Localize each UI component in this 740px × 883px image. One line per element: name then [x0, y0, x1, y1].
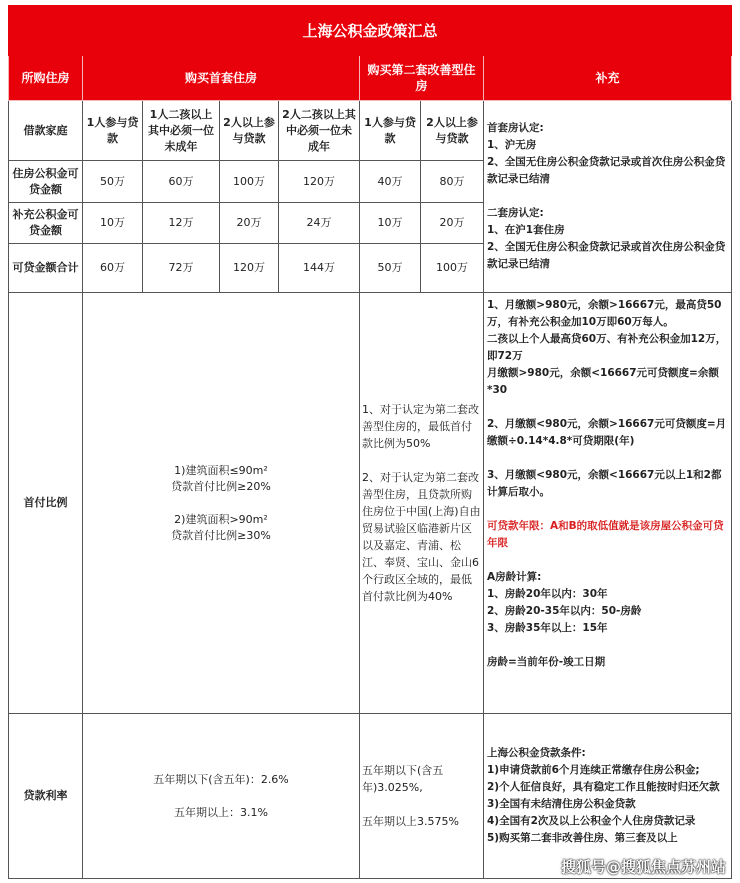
note-line: A房龄计算: — [487, 571, 542, 583]
table-title: 上海公积金政策汇总 — [9, 6, 732, 56]
row-label: 首付比例 — [9, 293, 83, 714]
note-line: 2、月缴额<980元，余额>16667元可贷额度=月缴额÷0.14*4.8*可贷期限(年) — [487, 418, 727, 447]
note-line — [487, 399, 728, 416]
policy-table — [8, 5, 732, 879]
header-second-home: 购买第二套改善型住房 — [360, 56, 484, 101]
note-line: 二套房认定: — [487, 207, 544, 219]
first-home-down-payment — [83, 293, 360, 714]
note-line: 2、全国无住房公积金贷款记录或首次住房公积金贷款记录已结清 — [487, 241, 726, 270]
note-line: 4)全国有2次及以上公积金个人住房贷款记录 — [487, 815, 696, 827]
note-line: 房龄=当前年份-竣工日期 — [487, 656, 606, 668]
note-line: 1、月缴额>980元，余额>16667元，最高贷50万，有补充公积金加10万即60万每人。 — [487, 299, 722, 328]
note-line: 3、房龄35年以上：15年 — [487, 622, 608, 634]
row-label: 可贷金额合计 — [9, 244, 83, 293]
cell: 50万 — [83, 161, 143, 203]
cell: 10万 — [83, 203, 143, 244]
note-line — [487, 637, 728, 654]
cell: 100万 — [421, 244, 484, 293]
table-row-down-payment — [9, 293, 732, 714]
header-purchased-home: 所购住房 — [9, 56, 83, 101]
text-line: 贷款首付比例≥20% — [171, 479, 271, 493]
note-line: 2、全国无住房公积金贷款记录或首次住房公积金贷款记录已结清 — [487, 156, 726, 185]
note-line: 二孩以上个人最高贷60万、有补充公积金加12万，即72万 — [487, 333, 727, 362]
cell: 80万 — [421, 161, 484, 203]
note-line: 3、月缴额<980元，余额<16667元以上1和2都计算后取小。 — [487, 469, 722, 498]
header-first-home: 购买首套住房 — [83, 56, 360, 101]
note-line: 5)购买第二套非改善住房、第三套及以上 — [487, 832, 678, 844]
text-line: 五年期以下(含五年)：2.6% — [153, 772, 289, 786]
cell: 1人二孩以上其中必须一位未成年 — [143, 101, 220, 161]
text-line: 五年期以上：3.1% — [174, 805, 268, 819]
cell: 2人二孩以上其中必须一位未成年 — [279, 101, 360, 161]
cell: 24万 — [279, 203, 360, 244]
text-line: 1、对于认定为第二套改善型住房的，最低首付款比例为50% — [362, 403, 479, 450]
note-line: 2)个人征信良好，具有稳定工作且能按时归还欠款 — [487, 781, 720, 793]
header-supplement: 补充 — [484, 56, 732, 101]
cell: 100万 — [220, 161, 279, 203]
note-line: 1)申请贷款前6个月连续正常缴存住房公积金; — [487, 764, 700, 776]
cell: 120万 — [220, 244, 279, 293]
cell: 144万 — [279, 244, 360, 293]
text-line: 2、对于认定为第二套改善型住房，且贷款所购住房位于中国(上海)自由贸易试验区临港新片区以及嘉定、青浦、松江、奉贤、宝山、金山6个行政区全域的，最低首付款比例为40% — [362, 471, 481, 603]
text-line — [85, 495, 357, 512]
cell: 1人参与贷款 — [83, 101, 143, 161]
note-line — [487, 450, 728, 467]
note-line: 1、沪无房 — [487, 139, 537, 151]
row-label: 住房公积金可贷金额 — [9, 161, 83, 203]
note-line — [487, 188, 728, 205]
cell: 1人参与贷款 — [360, 101, 421, 161]
text-line: 2)建筑面积>90m² — [174, 512, 268, 526]
cell: 72万 — [143, 244, 220, 293]
loan-amount-notes — [484, 293, 732, 714]
second-home-down-payment — [360, 293, 484, 714]
text-line: 1)建筑面积≤90m² — [174, 463, 268, 477]
note-line: 首套房认定: — [487, 122, 544, 134]
note-line: 月缴额>980元，余额<16667元可贷额度=余额*30 — [487, 367, 719, 396]
text-line — [362, 452, 481, 469]
header-row — [9, 56, 732, 101]
loan-term-note: 可贷款年限：A和B的取低值就是该房屋公积金可贷年限 — [487, 520, 724, 549]
table-row-family — [9, 101, 732, 161]
note-line: 2、房龄20-35年以内：50-房龄 — [487, 605, 642, 617]
loan-conditions — [484, 714, 732, 879]
note-line — [487, 552, 728, 569]
second-home-rate — [360, 714, 484, 879]
row-label: 补充公积金可贷金额 — [9, 203, 83, 244]
source-watermark: 搜狐号@搜狐焦点苏州站 — [560, 858, 726, 876]
text-line: 五年期以下(含五年)3.025%, — [362, 764, 444, 794]
cell: 60万 — [83, 244, 143, 293]
cell: 20万 — [421, 203, 484, 244]
text-line: 贷款首付比例≥30% — [171, 528, 271, 542]
recognition-notes — [484, 101, 732, 293]
cell: 12万 — [143, 203, 220, 244]
note-line: 1、在沪1套住房 — [487, 224, 565, 236]
cell: 2人以上参与贷款 — [421, 101, 484, 161]
cell: 60万 — [143, 161, 220, 203]
note-line: 上海公积金贷款条件: — [487, 747, 586, 759]
table-row-rate — [9, 714, 732, 879]
first-home-rate — [83, 714, 360, 879]
cell: 120万 — [279, 161, 360, 203]
cell: 20万 — [220, 203, 279, 244]
note-line: 1、房龄20年以内：30年 — [487, 588, 608, 600]
cell: 2人以上参与贷款 — [220, 101, 279, 161]
note-line — [487, 501, 728, 518]
cell: 10万 — [360, 203, 421, 244]
cell: 40万 — [360, 161, 421, 203]
cell: 50万 — [360, 244, 421, 293]
row-label: 借款家庭 — [9, 101, 83, 161]
note-line: 3)全国有未结清住房公积金贷款 — [487, 798, 636, 810]
row-label: 贷款利率 — [9, 714, 83, 879]
text-line: 五年期以上3.575% — [362, 815, 459, 828]
